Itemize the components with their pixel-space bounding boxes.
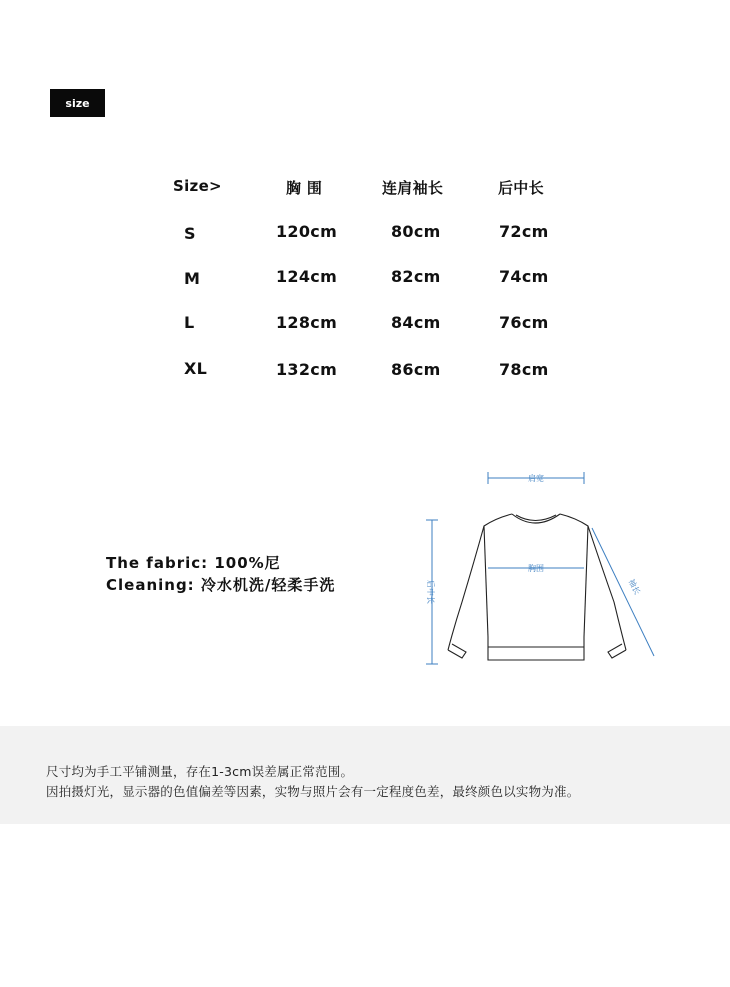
back-length-label: 后中长 <box>426 580 435 604</box>
chest-value: 124cm <box>276 267 338 286</box>
sleeve-value: 82cm <box>391 267 441 286</box>
sleeve-value: 84cm <box>391 313 441 332</box>
notice-line: 因拍摄灯光，显示器的色值偏差等因素，实物与照片会有一定程度色差，最终颜色以实物为准。 <box>46 784 580 799</box>
sweatshirt-outline <box>448 514 626 660</box>
size-tag: size <box>50 89 105 117</box>
chest-value: 132cm <box>276 360 338 379</box>
size-label: XL <box>184 359 208 378</box>
header-sleeve-length: 连肩袖长 <box>382 179 444 197</box>
fabric-line: The fabric: 100%尼 <box>106 554 281 572</box>
measurement-notice <box>0 726 730 824</box>
length-value: 74cm <box>499 267 549 286</box>
fabric-info <box>106 552 335 596</box>
length-value: 78cm <box>499 360 549 379</box>
sleeve-value: 86cm <box>391 360 441 379</box>
length-value: 76cm <box>499 313 549 332</box>
header-size: Size> <box>173 177 222 195</box>
sleeve-label: 袖长 <box>626 577 642 597</box>
size-label: S <box>184 224 196 243</box>
length-value: 72cm <box>499 222 549 241</box>
notice-line: 尺寸均为手工平铺测量，存在1-3cm误差属正常范围。 <box>46 764 354 779</box>
sweatshirt-diagram <box>414 462 684 682</box>
size-label: M <box>184 269 201 288</box>
cleaning-line: Cleaning: 冷水机洗/轻柔手洗 <box>106 576 336 594</box>
shoulder-label: 肩宽 <box>528 474 544 483</box>
chest-value: 128cm <box>276 313 338 332</box>
header-chest: 胸 围 <box>286 179 323 197</box>
size-label: L <box>184 313 195 332</box>
header-back-length: 后中长 <box>498 179 544 197</box>
chest-value: 120cm <box>276 222 338 241</box>
chest-label: 胸围 <box>528 564 544 573</box>
sleeve-value: 80cm <box>391 222 441 241</box>
